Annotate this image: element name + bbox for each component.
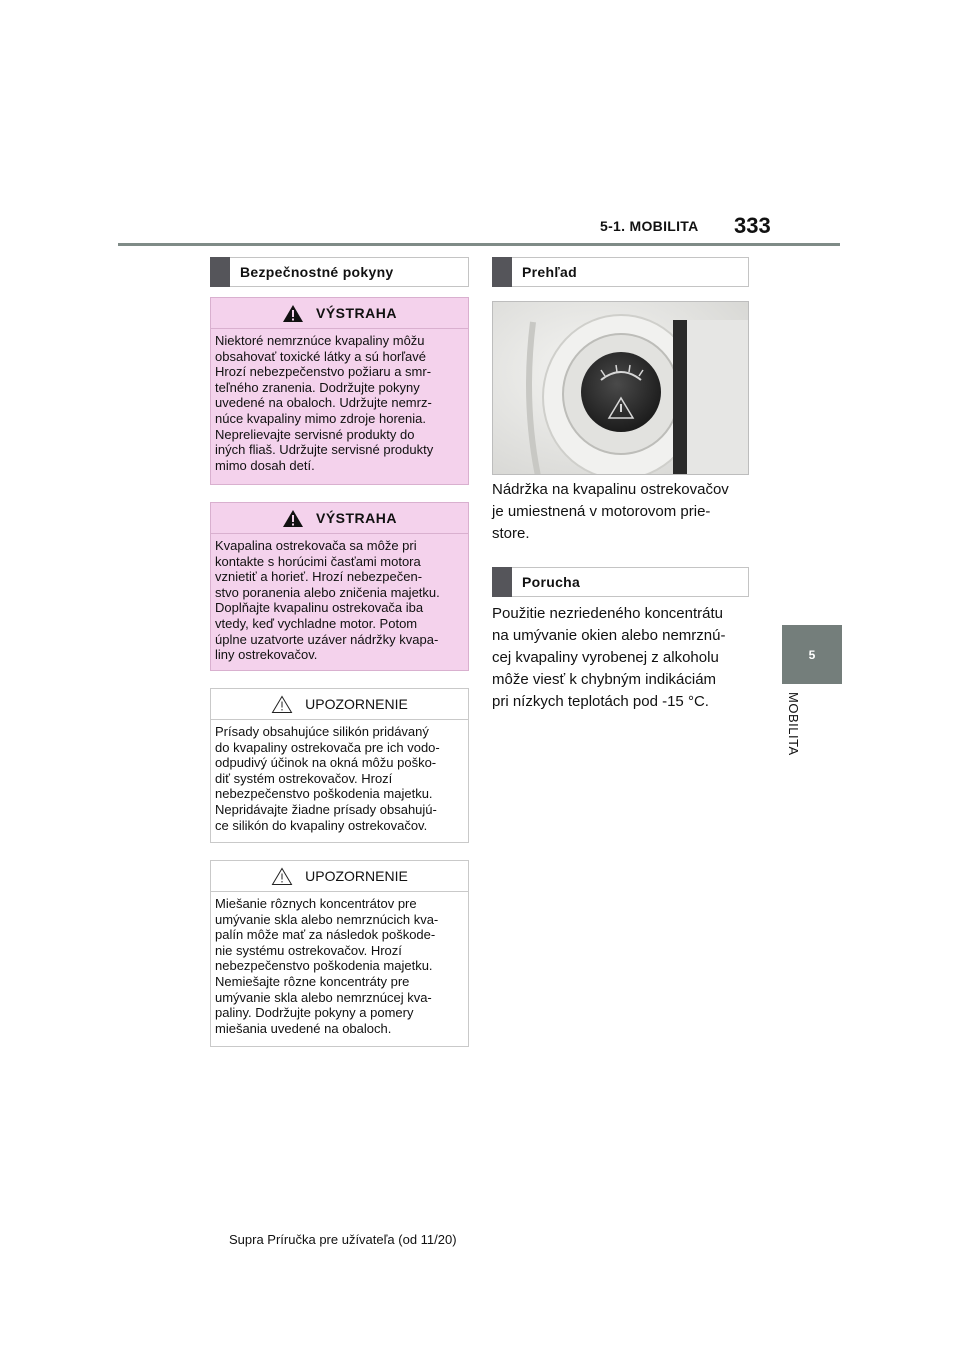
section-heading-text: Bezpečnostné pokyny [240, 264, 394, 280]
section-heading-overview [492, 257, 749, 287]
running-header-section: 5-1. MOBILITA [600, 218, 699, 234]
warning-body: Niektoré nemrznúce kvapaliny môžu obsahovať toxické látky a sú horľavé Hrozí nebezpečenstvo požiaru a smr- teľného zranenia. Dodržujte pokyny uvedené na obaloch. Udržujte nemrz- núce kvapaliny mimo zdroje horenia. Neprelievajte servisné produkty do iných fliaš. Udržujte servisné produkty mimo dosah detí. [215, 333, 434, 473]
section-heading-bar [210, 257, 230, 287]
page-number: 333 [734, 213, 771, 238]
chapter-tab [782, 625, 842, 684]
washer-reservoir-illustration [493, 302, 749, 475]
caution-triangle-icon [271, 867, 293, 886]
section-heading-text: Porucha [522, 574, 581, 590]
fault-paragraph: Použitie nezriedeného koncentrátu na umývanie okien alebo nemrznú- cej kvapaliny vyrobenej z alkoholu môže viesť k chybným indikáciám pri nízkych teplotách pod -15 °C. [492, 605, 726, 710]
warning-box-antifreeze [210, 297, 469, 485]
warning-title-text: VÝSTRAHA [315, 305, 397, 321]
notice-body: Prísady obsahujúce silikón pridávaný do kvapaliny ostrekovača pre ich vodo- odpudivý účinok na okná môžu poško- diť systém ostrekovačov. Hrozí nebezpečenstvo poškodenia majetku. Nepridávajte žiadne prísady obsahujú- ce silikón do kvapaliny ostrekovačov. [215, 724, 440, 833]
warning-title-text: VÝSTRAHA [315, 510, 397, 526]
section-heading-safety [210, 257, 469, 287]
caution-triangle-icon [271, 695, 293, 714]
header-divider [118, 243, 840, 246]
notice-box-silicone [210, 688, 469, 843]
overview-paragraph: Nádržka na kvapalinu ostrekovačov je umiestnená v motorovom prie- store. [492, 481, 729, 542]
notice-title-text: UPOZORNENIE [305, 696, 408, 712]
warning-triangle-icon [282, 304, 304, 323]
notice-title [211, 861, 468, 892]
notice-title [211, 689, 468, 720]
warning-box-washer-fluid [210, 502, 469, 671]
warning-body: Kvapalina ostrekovača sa môže pri kontakte s horúcimi časťami motora vznietiť a horieť. Hrozí nebezpečen- stvo poranenia alebo zničenia majetku. Doplňajte kvapalinu ostrekovača iba vtedy, keď vychladne motor. Potom úplne uzatvorte uzáver nádržky kvapa- liny ostrekovačov. [215, 538, 440, 663]
warning-triangle-icon [282, 509, 304, 528]
page-footer: Supra Príručka pre užívateľa (od 11/20) [229, 1232, 457, 1247]
washer-reservoir-photo [492, 301, 749, 475]
warning-title [211, 298, 468, 329]
section-heading-fault [492, 567, 749, 597]
notice-box-mixing [210, 860, 469, 1047]
section-heading-bar [492, 257, 512, 287]
section-heading-text: Prehľad [522, 264, 577, 280]
chapter-label: MOBILITA [786, 692, 801, 756]
notice-body: Miešanie rôznych koncentrátov pre umývanie skla alebo nemrznúcich kva- palín môže mať za následok poškode- nie systému ostrekovačov. Hrozí nebezpečenstvo poškodenia majetku. Nemiešajte rôzne koncentráty pre umývanie skla alebo nemrznúcej kva- paliny. Dodržujte pokyny a pomery miešania uvedené na obaloch. [215, 896, 439, 1036]
chapter-number: 5 [808, 647, 816, 662]
notice-title-text: UPOZORNENIE [305, 868, 408, 884]
warning-title [211, 503, 468, 534]
section-heading-bar [492, 567, 512, 597]
